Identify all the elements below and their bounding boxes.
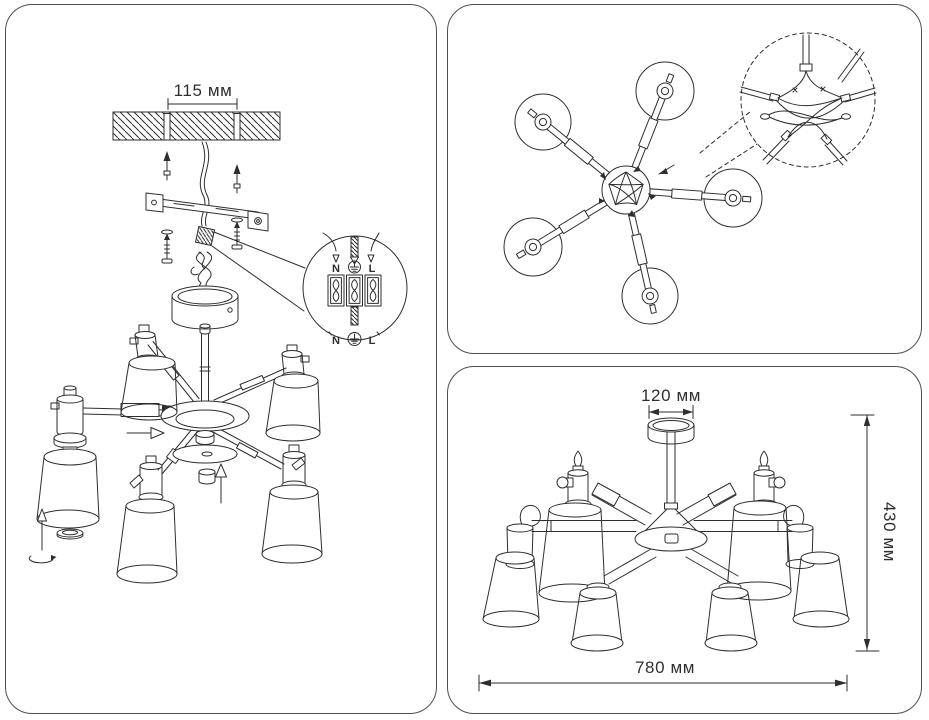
central-hub xyxy=(635,509,707,551)
arm-right xyxy=(649,184,751,208)
earth-icon xyxy=(349,261,361,273)
socket-bottom-right xyxy=(282,445,306,489)
ground-wire-top xyxy=(351,237,358,257)
terminal-l-bottom: L xyxy=(368,335,376,347)
arm-left xyxy=(83,404,171,417)
lampshade-bottom-right xyxy=(262,485,322,563)
fixing-screw-right xyxy=(232,218,243,249)
dimension-height xyxy=(851,415,899,651)
wiring-detail-circle xyxy=(303,233,407,347)
wire-clamp xyxy=(347,275,363,306)
dimension-430-label: 430 мм xyxy=(880,501,899,563)
insert-arrow xyxy=(127,428,164,439)
ground-wire-bottom xyxy=(351,307,358,325)
wiring-detail-bubble xyxy=(700,33,876,177)
dimension-bracket-spacing xyxy=(168,81,237,110)
lampshade-top-right xyxy=(266,374,320,441)
upper-arm-left xyxy=(592,483,651,525)
upper-socket-left xyxy=(557,451,591,508)
earth-icon xyxy=(348,333,361,346)
wire-clamp xyxy=(365,275,381,306)
wire-clamp xyxy=(328,275,344,306)
arm-top-right xyxy=(214,368,288,405)
anchor-screw-left xyxy=(164,151,171,180)
mounting-diagram xyxy=(6,5,436,713)
anchor-screw-right xyxy=(234,164,241,193)
lampshade-bottom-left xyxy=(117,499,177,583)
power-wire xyxy=(200,142,209,226)
detail-pointer-arrow xyxy=(659,165,674,174)
lock-nut xyxy=(199,469,215,484)
lampshade-left xyxy=(37,449,99,528)
up-arrow xyxy=(216,464,227,503)
fixing-screw-left xyxy=(162,230,173,263)
mounting-panel xyxy=(5,4,437,714)
top-view-diagram xyxy=(448,5,921,353)
canopy xyxy=(172,286,238,334)
upper-socket-right xyxy=(751,451,785,508)
lower-arm-left xyxy=(604,549,656,584)
ceiling xyxy=(113,112,280,140)
bottom-cover-disc xyxy=(173,445,237,463)
side-view-diagram xyxy=(448,367,921,713)
dimension-120-label: 120 мм xyxy=(640,386,702,405)
top-view-panel xyxy=(447,4,922,354)
socket-bottom-left xyxy=(130,456,163,501)
terminal-n-bottom: N xyxy=(332,335,340,347)
dimension-canopy xyxy=(641,386,701,419)
arm-upper-left xyxy=(524,105,612,181)
terminal-l-top: L xyxy=(368,263,376,275)
mounting-bracket xyxy=(146,193,268,231)
dimension-115-label: 115 мм xyxy=(173,81,233,100)
arm-bottom xyxy=(624,212,662,315)
side-view-panel xyxy=(447,366,922,714)
terminal-n-top: N xyxy=(332,263,340,275)
upper-arm-right xyxy=(677,483,736,525)
dimension-width xyxy=(479,658,847,691)
socket-left xyxy=(51,386,86,456)
arm-top-left xyxy=(148,342,199,403)
down-rod xyxy=(200,334,210,404)
canopy xyxy=(648,418,694,444)
arm-top xyxy=(627,72,679,171)
dimension-780-label: 780 мм xyxy=(634,658,696,677)
